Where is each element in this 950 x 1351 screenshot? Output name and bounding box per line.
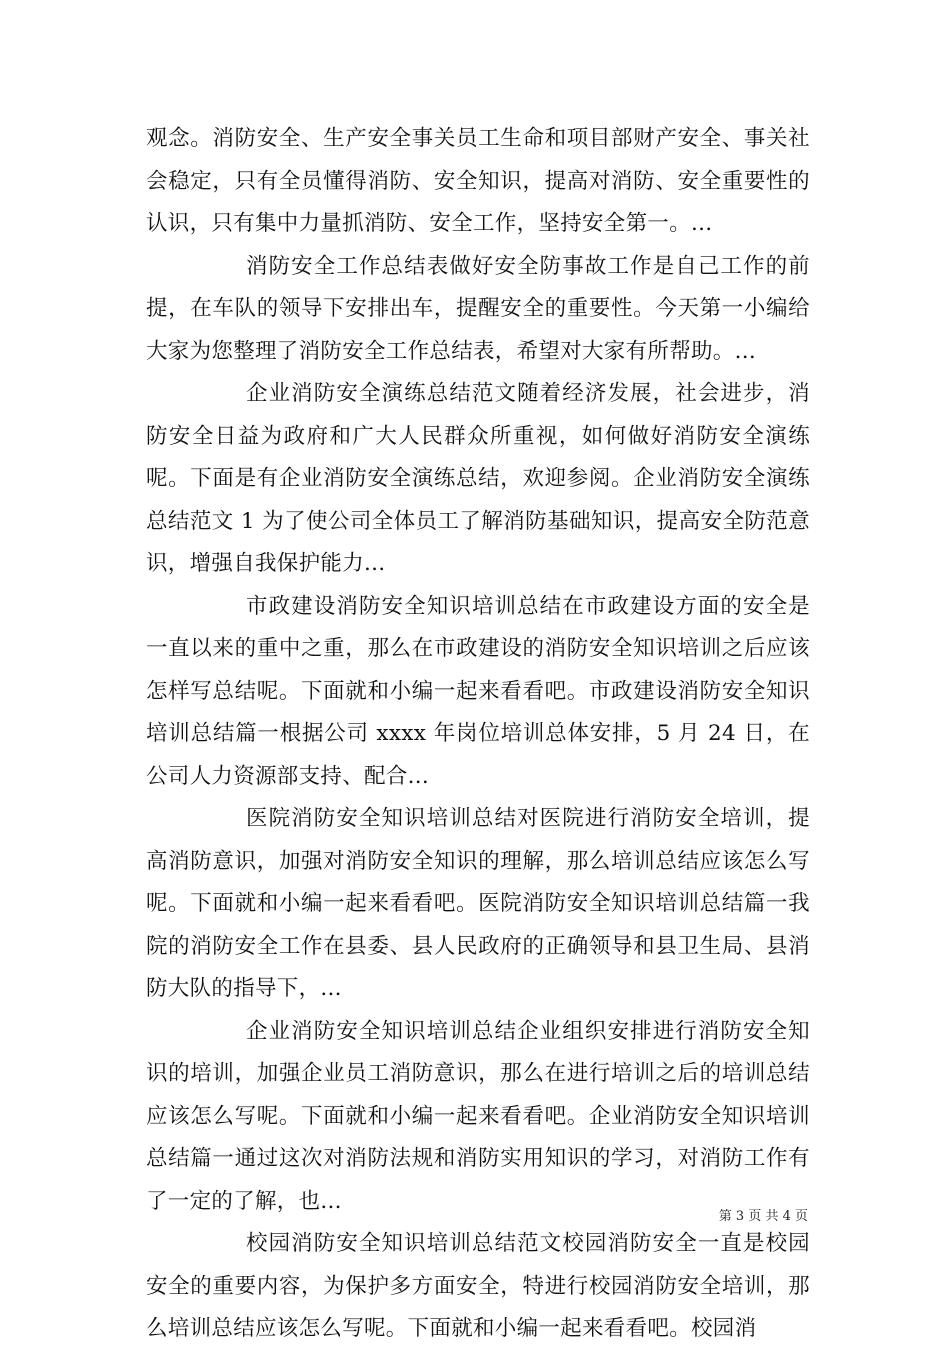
paragraph-enterprise-drill-summary: 企业消防安全演练总结范文随着经济发展，社会进步，消防安全日益为政府和广大人民群众所重视，如何做好消防安全演练呢。下面是有企业消防安全演练总结，欢迎参阅。企业消防安全演练总结范文 1 为了使公司全体员工了解消防基础知识，提高安全防范意识，增强自我保护能力... (146, 381, 810, 576)
paragraph-enterprise-training-summary: 企业消防安全知识培训总结企业组织安排进行消防安全知识的培训，加强企业员工消防意识，那么在进行培训之后的培训总结应该怎么写呢。下面就和小编一起来看看吧。企业消防安全知识培训总结篇一通过这次对消防法规和消防实用知识的学习，对消防工作有了一定的了解，也... (146, 1018, 810, 1214)
document-body (146, 118, 810, 1351)
paragraph-municipal-training-summary: 市政建设消防安全知识培训总结在市政建设方面的安全是一直以来的重中之重，那么在市政建设的消防安全知识培训之后应该怎样写总结呢。下面就和小编一起来看看吧。市政建设消防安全知识培训总结篇一根据公司 xxxx 年岗位培训总体安排，5 月 24 日，在公司人力资源部支持、配合... (146, 593, 810, 789)
paragraph-continuation: 观念。消防安全、生产安全事关员工生命和项目部财产安全、事关社会稳定，只有全员懂得消防、安全知识，提高对消防、安全重要性的认识，只有集中力量抓消防、安全工作，坚持安全第一。... (146, 126, 810, 236)
paragraph-hospital-training-summary: 医院消防安全知识培训总结对医院进行消防安全培训，提高消防意识，加强对消防安全知识的理解，那么培训总结应该怎么写呢。下面就和小编一起来看看吧。医院消防安全知识培训总结篇一我院的消防安全工作在县委、县人民政府的正确领导和县卫生局、县消防大队的指导下，... (146, 806, 810, 1001)
paragraph-campus-training-summary: 校园消防安全知识培训总结范文校园消防安全一直是校园安全的重要内容，为保护多方面安全，特进行校园消防安全培训，那么培训总结应该怎么写呢。下面就和小编一起来看看吧。校园消 (146, 1231, 810, 1341)
paragraph-fire-safety-summary-table: 消防安全工作总结表做好安全防事故工作是自己工作的前提，在车队的领导下安排出车，提醒安全的重要性。今天第一小编给大家为您整理了消防安全工作总结表，希望对大家有所帮助。... (146, 253, 810, 364)
page-number-footer: 第 3 页 共 4 页 (718, 1209, 808, 1224)
